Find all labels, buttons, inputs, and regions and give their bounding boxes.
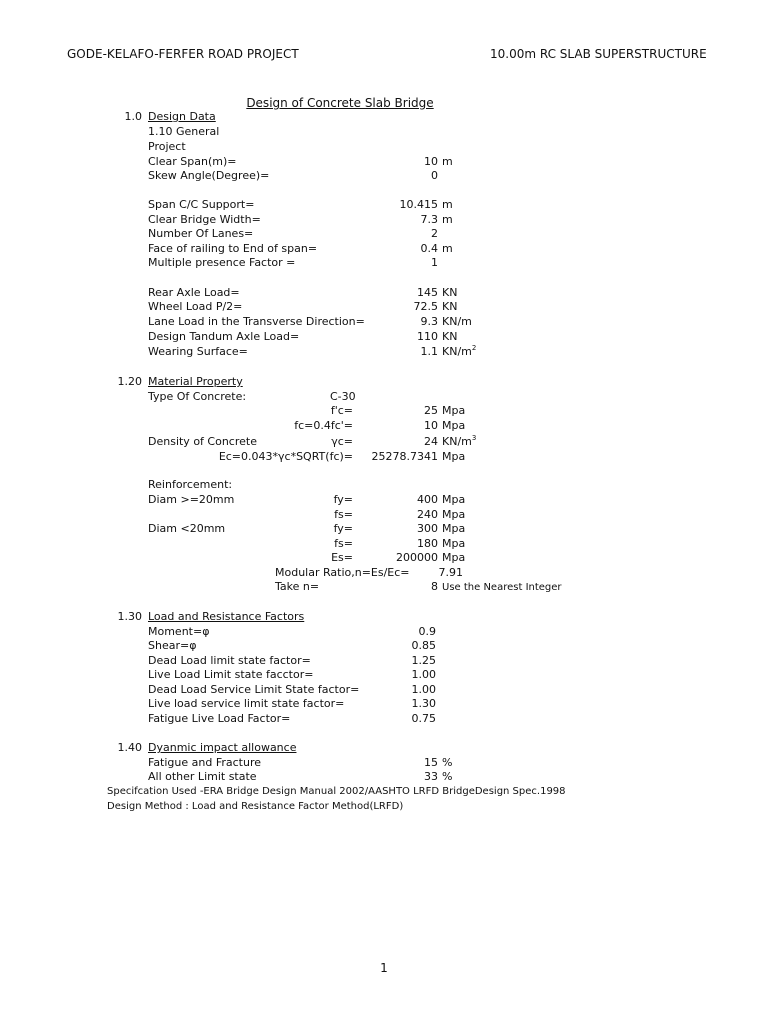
data-unit: m bbox=[442, 155, 453, 168]
section-heading: Material Property bbox=[148, 375, 243, 388]
factor-label: Moment=φ bbox=[148, 625, 210, 638]
data-label: Wearing Surface= bbox=[148, 345, 248, 358]
data-unit: m bbox=[442, 242, 453, 255]
impact-value: 33 bbox=[424, 770, 438, 783]
section-number: 1.40 bbox=[117, 741, 142, 754]
data-unit: m bbox=[442, 213, 453, 226]
data-unit: KN bbox=[442, 330, 458, 343]
data-unit: m bbox=[442, 198, 453, 211]
rebar-value: 240 bbox=[417, 508, 438, 521]
data-label: Number Of Lanes= bbox=[148, 227, 254, 240]
factor-label: Fatigue Live Load Factor= bbox=[148, 712, 291, 725]
data-label: Wheel Load P/2= bbox=[148, 300, 243, 313]
factor-value: 1.00 bbox=[411, 668, 436, 681]
factor-label: Live Load Limit state facctor= bbox=[148, 668, 314, 681]
section-heading: Dyanmic impact allowance bbox=[148, 741, 297, 754]
rebar-symbol: Es= bbox=[331, 551, 353, 564]
factor-value: 0.9 bbox=[418, 625, 436, 638]
header-section: 10.00m RC SLAB SUPERSTRUCTURE bbox=[490, 47, 707, 61]
rebar-value: 200000 bbox=[396, 551, 438, 564]
rebar-unit: Mpa bbox=[442, 493, 466, 506]
data-label: Lane Load in the Transverse Direction= bbox=[148, 315, 365, 328]
concrete-type-label: Type Of Concrete: bbox=[148, 390, 247, 403]
factor-label: Live load service limit state factor= bbox=[148, 697, 345, 710]
fc-label: f'c= bbox=[330, 404, 353, 417]
data-value: 0 bbox=[431, 169, 438, 182]
rebar-group: Diam >=20mm bbox=[148, 493, 235, 506]
density-label: Density of Concrete bbox=[148, 435, 257, 448]
data-label: Rear Axle Load= bbox=[148, 286, 240, 299]
impact-unit: % bbox=[442, 756, 453, 769]
data-value: 145 bbox=[417, 286, 438, 299]
factor-value: 0.85 bbox=[411, 639, 436, 652]
data-unit: KN bbox=[442, 300, 458, 313]
subsection-label: Project bbox=[148, 140, 186, 153]
rebar-unit: Mpa bbox=[442, 508, 466, 521]
data-unit bbox=[442, 345, 476, 359]
data-label: Design Tandum Axle Load= bbox=[148, 330, 300, 343]
data-value: 110 bbox=[417, 330, 438, 343]
data-value: 1.1 bbox=[420, 345, 438, 358]
ec-unit: Mpa bbox=[442, 450, 466, 463]
data-value: 72.5 bbox=[413, 300, 438, 313]
impact-label: All other Limit state bbox=[148, 770, 257, 783]
section-number: 1.0 bbox=[124, 110, 142, 123]
impact-unit: % bbox=[442, 770, 453, 783]
rebar-group: Diam <20mm bbox=[148, 522, 226, 535]
data-value: 1 bbox=[431, 256, 438, 269]
section-number: 1.30 bbox=[117, 610, 142, 623]
factor-value: 1.30 bbox=[411, 697, 436, 710]
impact-label: Fatigue and Fracture bbox=[148, 756, 262, 769]
take-n-label: Take n= bbox=[275, 580, 320, 593]
rebar-value: 400 bbox=[417, 493, 438, 506]
data-unit: KN/m bbox=[442, 315, 472, 328]
subsection-label: 1.10 General bbox=[148, 125, 220, 138]
unit-text: KN/m bbox=[442, 345, 472, 358]
data-value: 10 bbox=[424, 155, 438, 168]
data-unit: KN bbox=[442, 286, 458, 299]
take-n-note: Use the Nearest Integer bbox=[442, 582, 562, 593]
factor-label: Shear=φ bbox=[148, 639, 197, 652]
factor-value: 1.00 bbox=[411, 683, 436, 696]
fc4-value: 10 bbox=[424, 419, 438, 432]
impact-value: 15 bbox=[424, 756, 438, 769]
density-value: 24 bbox=[424, 435, 438, 448]
data-label: Multiple presence Factor = bbox=[148, 256, 296, 269]
data-label: Clear Bridge Width= bbox=[148, 213, 261, 226]
data-value: 7.3 bbox=[420, 213, 438, 226]
header-project: GODE-KELAFO-FERFER ROAD PROJECT bbox=[67, 47, 299, 61]
data-value: 9.3 bbox=[420, 315, 438, 328]
section-heading: Load and Resistance Factors bbox=[148, 610, 305, 623]
take-n-value: 8 bbox=[431, 580, 438, 593]
reinforcement-label: Reinforcement: bbox=[148, 478, 233, 491]
rebar-unit: Mpa bbox=[442, 551, 466, 564]
data-label: Span C/C Support= bbox=[148, 198, 255, 211]
concrete-type-value: C-30 bbox=[330, 390, 356, 403]
rebar-unit: Mpa bbox=[442, 537, 466, 550]
factor-label: Dead Load limit state factor= bbox=[148, 654, 311, 667]
rebar-value: 300 bbox=[417, 522, 438, 535]
document-title: Design of Concrete Slab Bridge bbox=[246, 96, 434, 110]
modular-ratio-label: Modular Ratio,n=Es/Ec= bbox=[275, 566, 410, 579]
rebar-value: 180 bbox=[417, 537, 438, 550]
factor-value: 0.75 bbox=[411, 712, 436, 725]
data-label: Clear Span(m)= bbox=[148, 155, 237, 168]
specification-note: Specifcation Used -ERA Bridge Design Manual 2002/AASHTO LRFD BridgeDesign Spec.1998 bbox=[107, 786, 566, 797]
section-heading: Design Data bbox=[148, 110, 216, 123]
fc4-unit: Mpa bbox=[442, 419, 466, 432]
data-label: Skew Angle(Degree)= bbox=[148, 169, 270, 182]
factor-label: Dead Load Service Limit State factor= bbox=[148, 683, 360, 696]
modular-ratio-value: 7.91 bbox=[438, 566, 463, 579]
section-number: 1.20 bbox=[117, 375, 142, 388]
factor-value: 1.25 bbox=[411, 654, 436, 667]
density-symbol: γc= bbox=[331, 435, 353, 448]
data-value: 10.415 bbox=[399, 198, 438, 211]
page-number: 1 bbox=[380, 961, 388, 975]
fc-unit: Mpa bbox=[442, 404, 466, 417]
fc-value: 25 bbox=[424, 404, 438, 417]
data-value: 2 bbox=[431, 227, 438, 240]
ec-label: Ec=0.043*γc*SQRT(fc)= bbox=[218, 450, 353, 463]
density-unit: $KN/m^3$ bbox=[442, 434, 477, 448]
design-method-note: Design Method : Load and Resistance Factor Method(LRFD) bbox=[107, 801, 404, 812]
rebar-symbol: fs= bbox=[334, 508, 353, 521]
rebar-unit: Mpa bbox=[442, 522, 466, 535]
fc4-label: fc=0.4fc'= bbox=[294, 419, 353, 432]
data-value: 0.4 bbox=[420, 242, 438, 255]
rebar-symbol: fs= bbox=[334, 537, 353, 550]
data-label: Face of railing to End of span= bbox=[148, 242, 318, 255]
ec-value: 25278.7341 bbox=[371, 450, 438, 463]
rebar-symbol: fy= bbox=[333, 493, 353, 506]
rebar-symbol: fy= bbox=[333, 522, 353, 535]
unit-superscript: 2 bbox=[471, 344, 477, 352]
